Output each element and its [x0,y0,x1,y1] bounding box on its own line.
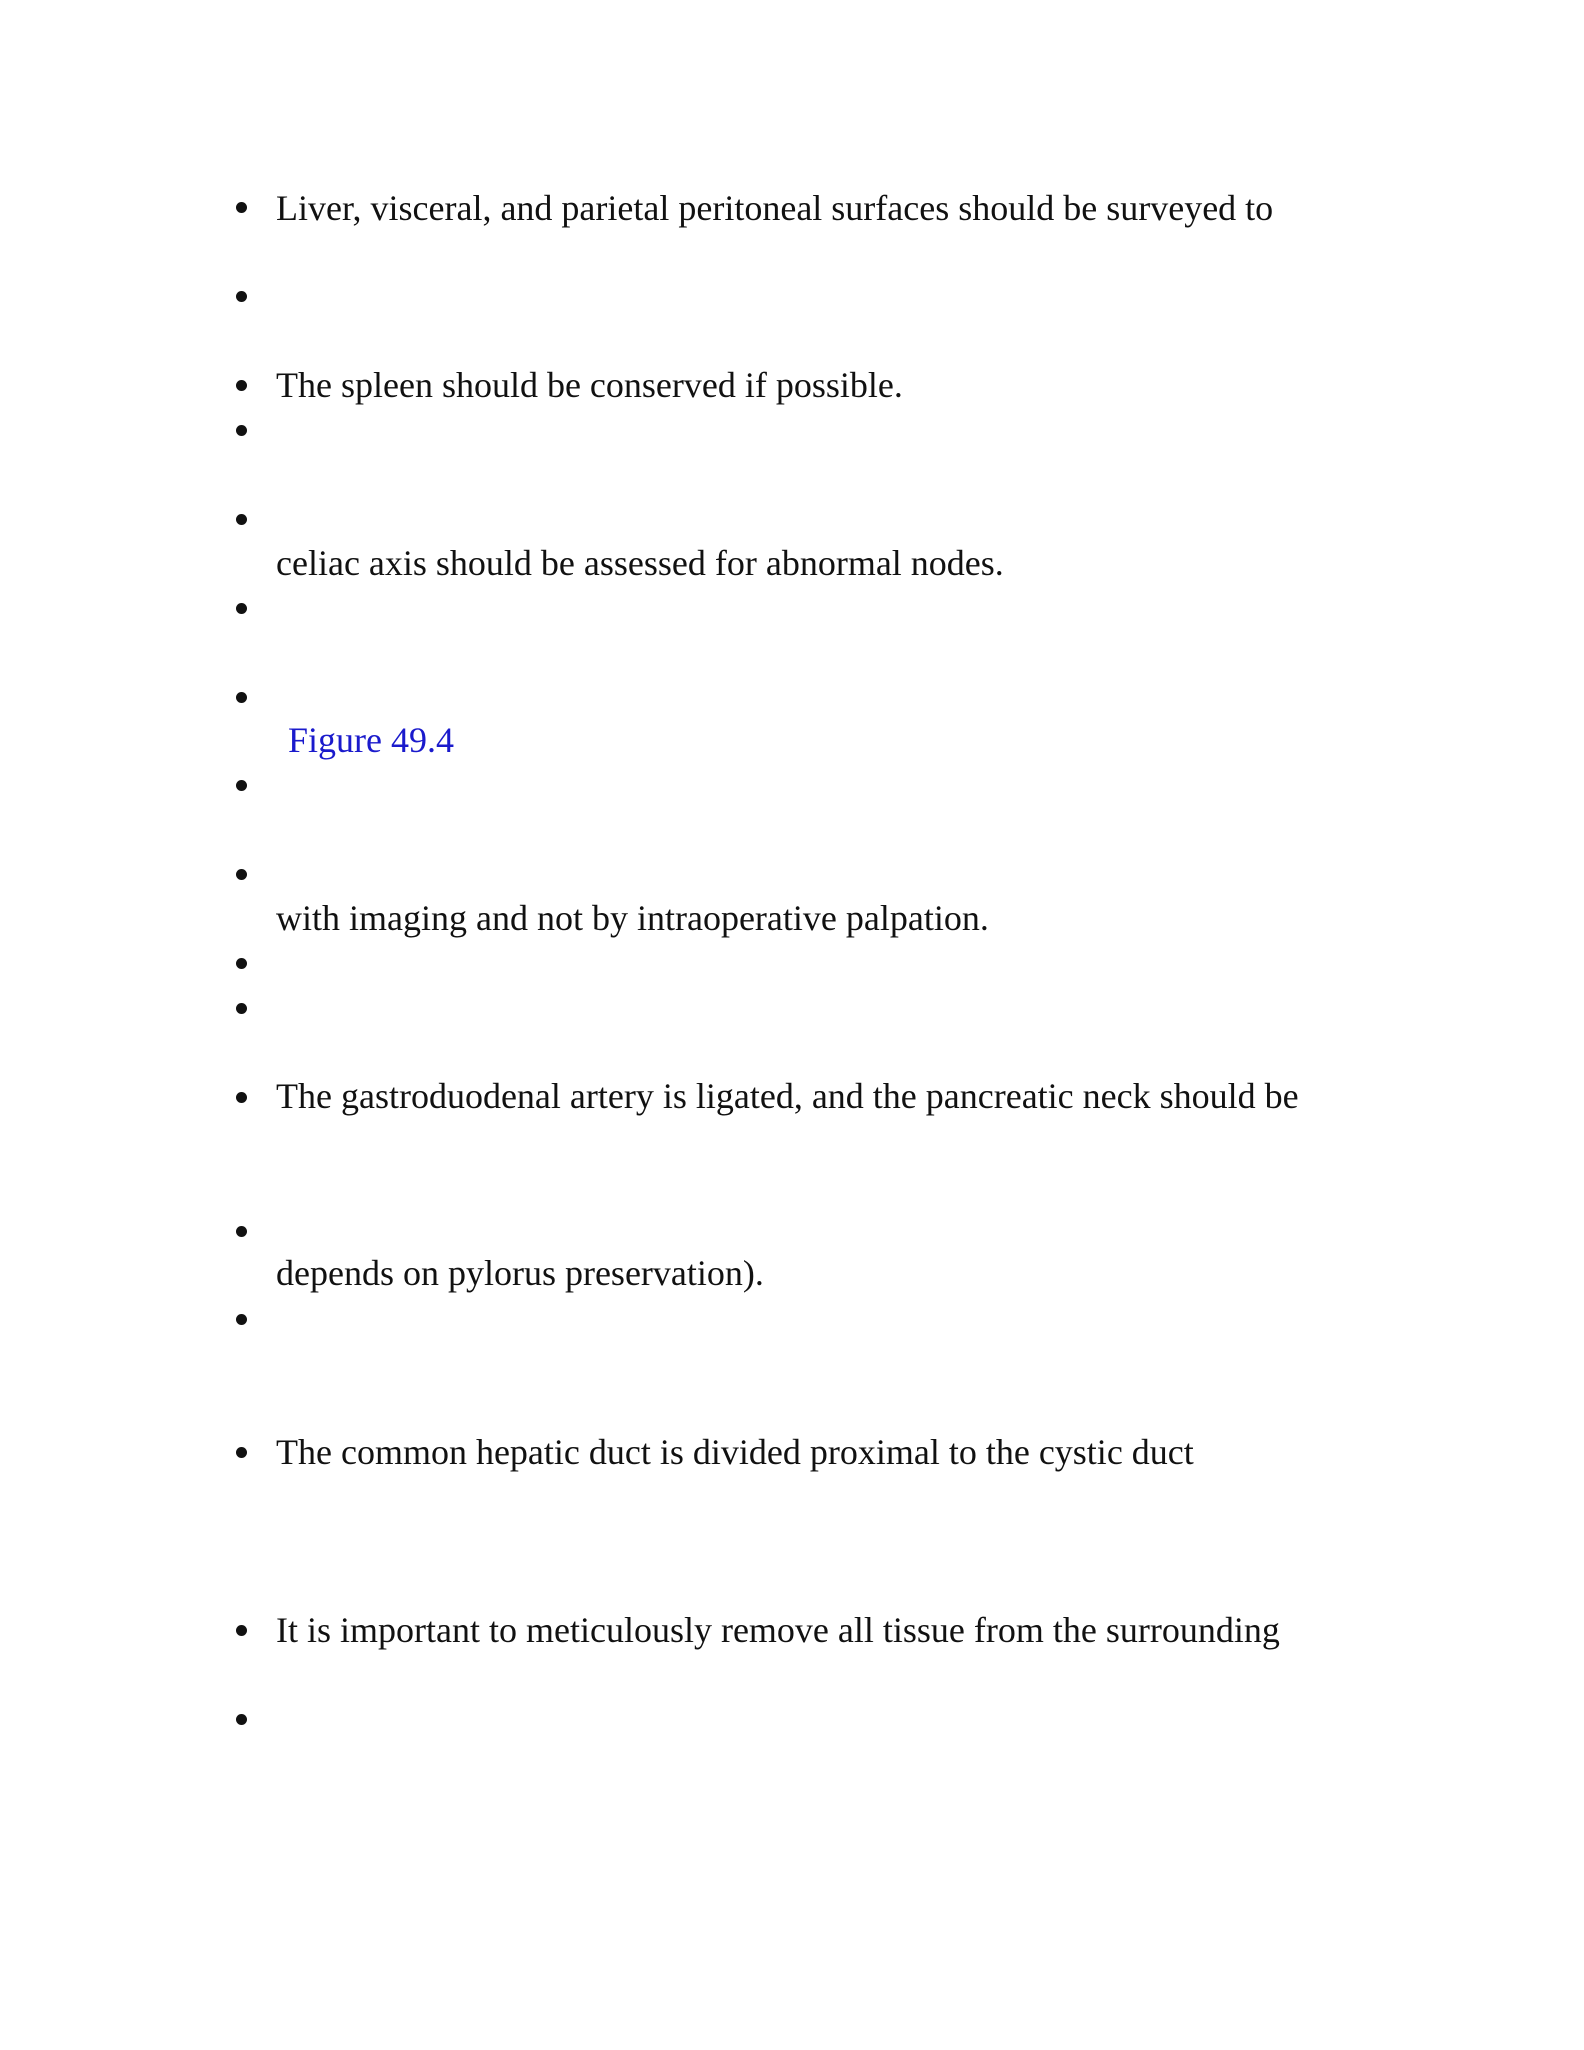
list-item-celiac-axis: celiac axis should be assessed for abnormal nodes. [276,543,1004,583]
bullet-16 [236,1625,247,1636]
list-item-imaging: with imaging and not by intraoperative palpation. [276,898,989,938]
bullet-2 [236,291,247,302]
bullet-1 [236,202,247,213]
figure-link-item [276,719,454,761]
bullet-12 [236,1092,247,1103]
bullet-10 [236,958,247,969]
bullet-9 [236,869,247,880]
list-item-liver-survey: Liver, visceral, and parietal peritoneal surfaces should be surveyed to [276,188,1274,228]
bullet-5 [236,514,247,525]
list-item-pylorus: depends on pylorus preservation). [276,1253,764,1293]
bullet-11 [236,1003,247,1014]
list-item-spleen: The spleen should be conserved if possible. [276,365,903,405]
bullet-6 [236,603,247,614]
bullet-17 [236,1714,247,1725]
bullet-13 [236,1226,247,1237]
list-item-hepatic-duct: The common hepatic duct is divided proximal to the cystic duct [276,1432,1194,1472]
list-item-gastroduodenal: The gastroduodenal artery is ligated, and the pancreatic neck should be [276,1076,1299,1116]
bullet-7 [236,692,247,703]
figure-49-4-link[interactable]: Figure 49.4 [288,720,454,760]
list-item-tissue-removal: It is important to meticulously remove all tissue from the surrounding [276,1610,1280,1650]
bullet-15 [236,1447,247,1458]
bullet-3 [236,380,247,391]
bullet-8 [236,780,247,791]
bullet-14 [236,1314,247,1325]
bullet-4 [236,425,247,436]
